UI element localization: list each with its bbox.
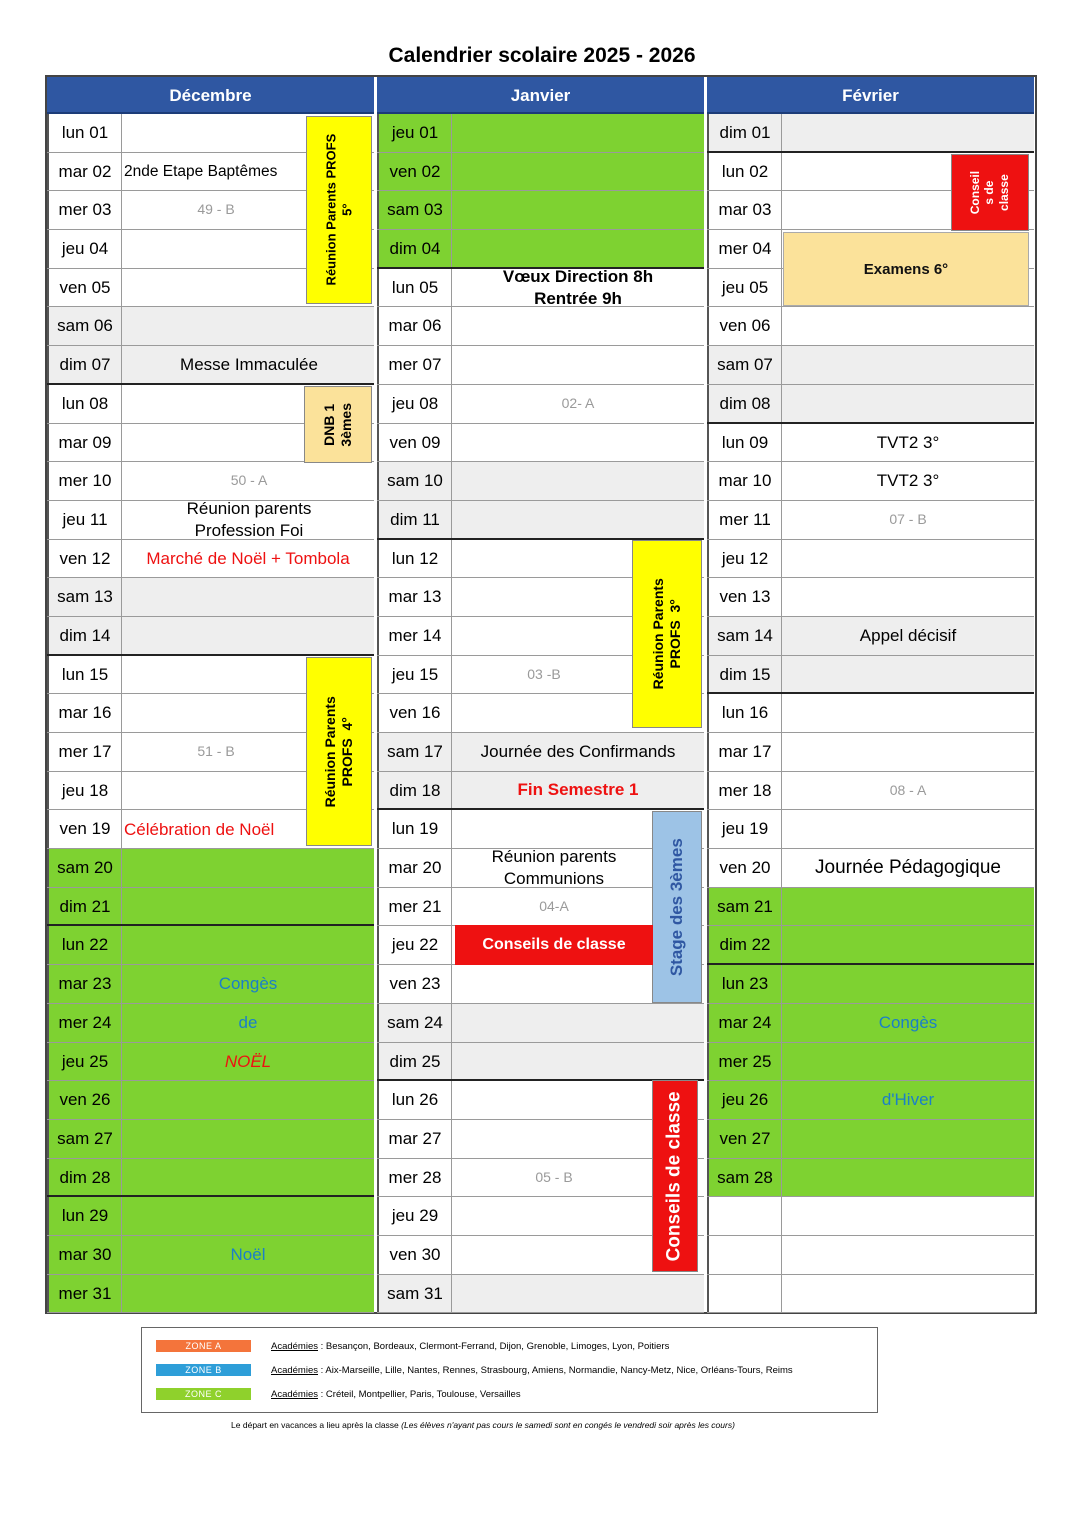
day-row [707,540,1034,579]
day-event: Congès [782,1004,1034,1042]
reunion-profs-4-box [306,657,372,846]
day-row [707,501,1034,540]
day-label: jeu 08 [377,385,452,423]
day-event: d'Hiver [782,1081,1034,1119]
day-label: dim 14 [47,617,122,654]
day-event: 50 - A [230,472,268,489]
day-row [707,694,1034,733]
day-row [377,153,704,192]
day-event: TVT2 3° [876,471,940,491]
conseils-classe-feb-box [951,154,1029,231]
day-event: Congès [122,965,374,1003]
day-label: jeu 25 [47,1043,122,1081]
day-label: dim 04 [377,230,452,267]
dnb1-box [304,386,372,463]
day-row [47,1275,374,1314]
day-label: mar 16 [47,694,122,732]
day-label: lun 01 [47,114,122,152]
day-event [452,1004,704,1042]
day-row [707,578,1034,617]
day-event [452,1043,704,1080]
reunion-profs-5-box [306,116,372,304]
day-label: mer 17 [47,733,122,771]
day-label: mer 14 [377,617,452,655]
day-event [782,1043,1034,1081]
day-row [707,926,1034,965]
day-label: sam 06 [47,307,122,345]
day-label: ven 19 [47,810,122,848]
day-row [707,1275,1034,1314]
day-event [122,888,374,925]
day-label: ven 27 [707,1120,782,1158]
day-row [377,501,704,540]
day-label: mer 04 [707,230,782,268]
day-label: jeu 12 [707,540,782,578]
zone-a-text: Académies : Besançon, Bordeaux, Clermont-Ferrand, Dijon, Grenoble, Limoges, Lyon, Poitiers [271,1340,670,1352]
day-event [782,965,1034,1003]
day-event: 03 -B [527,665,561,682]
day-event [782,114,1034,151]
day-label: lun 19 [377,810,452,848]
day-label: mer 03 [47,191,122,229]
day-label: ven 16 [377,694,452,732]
day-event: Journée des Confirmands [452,733,704,771]
day-row [707,385,1034,424]
day-event [782,385,1034,422]
day-row [377,307,704,346]
day-event [782,578,1034,616]
day-row [377,385,704,424]
day-event [122,1275,374,1313]
day-event: Réunion parents Communions [491,849,617,887]
day-event: Réunion parents Profession Foi [186,500,312,539]
day-row [47,501,374,540]
day-label: dim 01 [707,114,782,151]
day-label: jeu 15 [377,656,452,694]
day-event: Noël [122,1236,374,1274]
zones-legend [141,1327,878,1413]
day-row [707,888,1034,927]
reunion-profs-4-label: Réunion Parents PROFS 4° [322,695,355,808]
zone-c-chip: ZONE C [156,1388,251,1400]
day-label: mer 10 [47,462,122,500]
day-row [707,1159,1034,1198]
conseils-classe-vertical-box [652,1080,698,1272]
day-row [707,810,1034,849]
day-row [377,114,704,153]
day-label: mer 07 [377,346,452,384]
day-label: jeu 19 [707,810,782,848]
day-label: lun 23 [707,965,782,1003]
day-event: 04-A [539,897,569,914]
day-event [782,733,1034,771]
day-row [377,1004,704,1043]
day-row [377,346,704,385]
day-row [47,1120,374,1159]
day-label: sam 28 [707,1159,782,1197]
examens-6-box [783,232,1029,306]
conseils-classe-vertical-label: Conseils de classe [663,1090,685,1262]
day-label: jeu 01 [377,114,452,152]
day-row [707,424,1034,463]
day-label: mer 18 [707,772,782,810]
day-event [122,617,374,654]
day-label: mar 27 [377,1120,452,1158]
day-row [47,926,374,965]
day-label: mar 09 [47,424,122,462]
day-event: Appel décisif [782,617,1034,655]
day-label: mar 30 [47,1236,122,1274]
day-event: Journée Pédagogique [815,857,1001,879]
day-row [707,114,1034,153]
day-event: 07 - B [889,510,927,527]
day-event [782,694,1034,732]
day-row [707,772,1034,811]
day-row [47,1197,374,1236]
day-label: jeu 22 [377,926,452,964]
day-event: 05 - B [535,1168,573,1185]
day-label: sam 10 [377,462,452,500]
day-event [782,926,1034,963]
day-label: jeu 04 [47,230,122,268]
day-label: jeu 11 [47,501,122,539]
day-label: sam 21 [707,888,782,926]
day-event [452,114,704,152]
day-event: 02- A [561,394,595,411]
day-label: mer 21 [377,888,452,926]
day-row [47,1159,374,1198]
day-event [452,307,704,345]
day-row [707,656,1034,695]
day-row [707,1043,1034,1082]
day-label: mar 24 [707,1004,782,1042]
day-label: lun 08 [47,385,122,423]
day-label: mar 23 [47,965,122,1003]
reunion-profs-3-label: Réunion Parents PROFS 3° [650,578,683,690]
day-event: NOËL [122,1043,374,1081]
day-event [782,656,1034,693]
day-label: mer 31 [47,1275,122,1313]
zone-a-chip: ZONE A [156,1340,251,1352]
day-event [782,888,1034,926]
day-label: dim 22 [707,926,782,963]
conseils-classe-feb-label: Conseil s de classe [968,170,1012,215]
day-label: dim 07 [47,346,122,383]
day-label: lun 02 [707,153,782,191]
day-label: lun 09 [707,424,782,462]
day-label: ven 23 [377,965,452,1003]
day-event: 49 - B [197,201,235,218]
day-label: jeu 18 [47,772,122,810]
day-row [707,733,1034,772]
day-label: ven 12 [47,540,122,578]
day-label: ven 02 [377,153,452,191]
day-event [782,1159,1034,1197]
day-row [707,1197,1034,1236]
day-label: mer 24 [47,1004,122,1042]
day-row [707,346,1034,385]
day-event [452,230,704,267]
day-label: mar 02 [47,153,122,191]
day-row [377,462,704,501]
day-row [377,230,704,269]
day-event [452,424,704,462]
page-title: Calendrier scolaire 2025 - 2026 [388,44,696,67]
day-event [452,346,704,384]
day-row [47,888,374,927]
day-row [47,1043,374,1082]
zone-b-chip: ZONE B [156,1364,251,1376]
day-label: dim 28 [47,1159,122,1196]
day-row [377,1275,704,1314]
day-label: mer 28 [377,1159,452,1197]
day-label: dim 21 [47,888,122,925]
day-row [707,617,1034,656]
day-row [47,346,374,385]
month-header: Février [707,77,1034,114]
day-event: de [122,1004,374,1042]
day-label: dim 08 [707,385,782,422]
day-label: ven 05 [47,269,122,307]
day-label: jeu 05 [707,269,782,307]
day-label: sam 31 [377,1275,452,1313]
day-event [452,191,704,229]
day-label: sam 27 [47,1120,122,1158]
day-event [122,1197,374,1235]
day-event [782,540,1034,578]
day-event: Vœux Direction 8h Rentrée 9h [502,268,654,307]
day-label: mer 11 [707,501,782,539]
zone-b-text: Académies : Aix-Marseille, Lille, Nantes, Rennes, Strasbourg, Amiens, Normandie, Nancy-Metz, Nice, Orléans-Tours, Reims [271,1364,793,1376]
day-label: lun 15 [47,656,122,694]
stage-3emes-label: Stage des 3èmes [666,838,686,976]
day-label: lun 29 [47,1197,122,1235]
day-row [47,965,374,1004]
day-row [707,965,1034,1004]
day-row [47,1236,374,1275]
day-label: mar 17 [707,733,782,771]
day-label: lun 12 [377,540,452,578]
day-label: lun 22 [47,926,122,964]
day-event: 2nde Etape Baptêmes [124,162,278,180]
day-label: lun 26 [377,1081,452,1119]
day-event: Célébration de Noël [124,819,275,839]
day-label: ven 30 [377,1236,452,1274]
day-event: 51 - B [197,743,235,760]
day-label: ven 06 [707,307,782,345]
day-event [122,307,374,345]
day-row [707,1120,1034,1159]
day-label: mar 20 [377,849,452,887]
day-event [122,849,374,887]
conseils-classe-jan-label: Conseils de classe [482,936,626,953]
day-label: dim 18 [377,772,452,809]
reunion-profs-5-label: Réunion Parents PROFS 5° [323,134,355,286]
day-event: Marché de Noël + Tombola [146,548,350,568]
day-row [377,772,704,811]
day-event: Messe Immaculée [122,346,374,383]
footnote: Le départ en vacances a lieu après la classe (Les élèves n'ayant pas cours le samedi sont en congés le vendredi soir après les cours) [231,1420,735,1430]
day-label: sam 07 [707,346,782,384]
day-event [452,153,704,191]
day-row [47,462,374,501]
day-label: ven 26 [47,1081,122,1119]
day-label: mar 10 [707,462,782,500]
day-event [782,1197,1034,1235]
day-event [782,1236,1034,1274]
day-row [47,1004,374,1043]
day-label: jeu 29 [377,1197,452,1235]
day-label: sam 14 [707,617,782,655]
dnb1-label: DNB 1 3èmes [321,402,354,447]
day-label: mar 03 [707,191,782,229]
day-label: dim 15 [707,656,782,693]
day-row [707,1236,1034,1275]
zone-c-text: Académies : Créteil, Montpellier, Paris, Toulouse, Versailles [271,1388,521,1400]
month-header: Janvier [377,77,704,114]
day-row [707,307,1034,346]
day-event: TVT2 3° [876,432,940,452]
day-event: 08 - A [889,781,927,798]
day-row [377,1043,704,1082]
day-label [707,1275,782,1313]
day-row [47,1081,374,1120]
day-label: mar 06 [377,307,452,345]
day-label [707,1197,782,1235]
day-event [452,1275,704,1313]
day-row [377,733,704,772]
legend-row-zone-a [156,1339,669,1353]
legend-row-zone-b [156,1363,793,1377]
day-label: sam 17 [377,733,452,771]
day-label: ven 20 [707,849,782,887]
day-row [47,578,374,617]
day-label: dim 25 [377,1043,452,1080]
reunion-profs-3-box [632,540,702,728]
day-label: sam 24 [377,1004,452,1042]
day-label: lun 05 [377,269,452,307]
day-row [377,269,704,308]
day-event [782,810,1034,848]
examens-6-label: Examens 6° [863,260,949,278]
stage-3emes-box [652,811,702,1003]
day-row [707,462,1034,501]
day-event [122,1120,374,1158]
day-label [707,1236,782,1274]
day-label: sam 20 [47,849,122,887]
legend-row-zone-c [156,1387,521,1401]
day-row [377,191,704,230]
day-label: lun 16 [707,694,782,732]
day-event [122,578,374,616]
day-event [122,1159,374,1196]
conseils-classe-jan-box [455,925,653,965]
day-event [782,346,1034,384]
day-label: sam 13 [47,578,122,616]
day-row [707,849,1034,888]
day-event [122,1081,374,1119]
day-event [782,1120,1034,1158]
day-row [707,1081,1034,1120]
day-event [122,926,374,964]
month-header: Décembre [47,77,374,114]
day-row [47,540,374,579]
day-label: dim 11 [377,501,452,538]
day-row [47,849,374,888]
day-row [47,307,374,346]
day-row [47,617,374,656]
day-event [782,1275,1034,1313]
day-event: Fin Semestre 1 [452,772,704,809]
day-event [782,307,1034,345]
day-row [377,424,704,463]
day-label: jeu 26 [707,1081,782,1119]
day-label: mar 13 [377,578,452,616]
day-row [707,1004,1034,1043]
day-label: sam 03 [377,191,452,229]
day-label: ven 13 [707,578,782,616]
day-event [452,501,704,538]
day-event [452,462,704,500]
day-label: ven 09 [377,424,452,462]
day-label: mer 25 [707,1043,782,1081]
